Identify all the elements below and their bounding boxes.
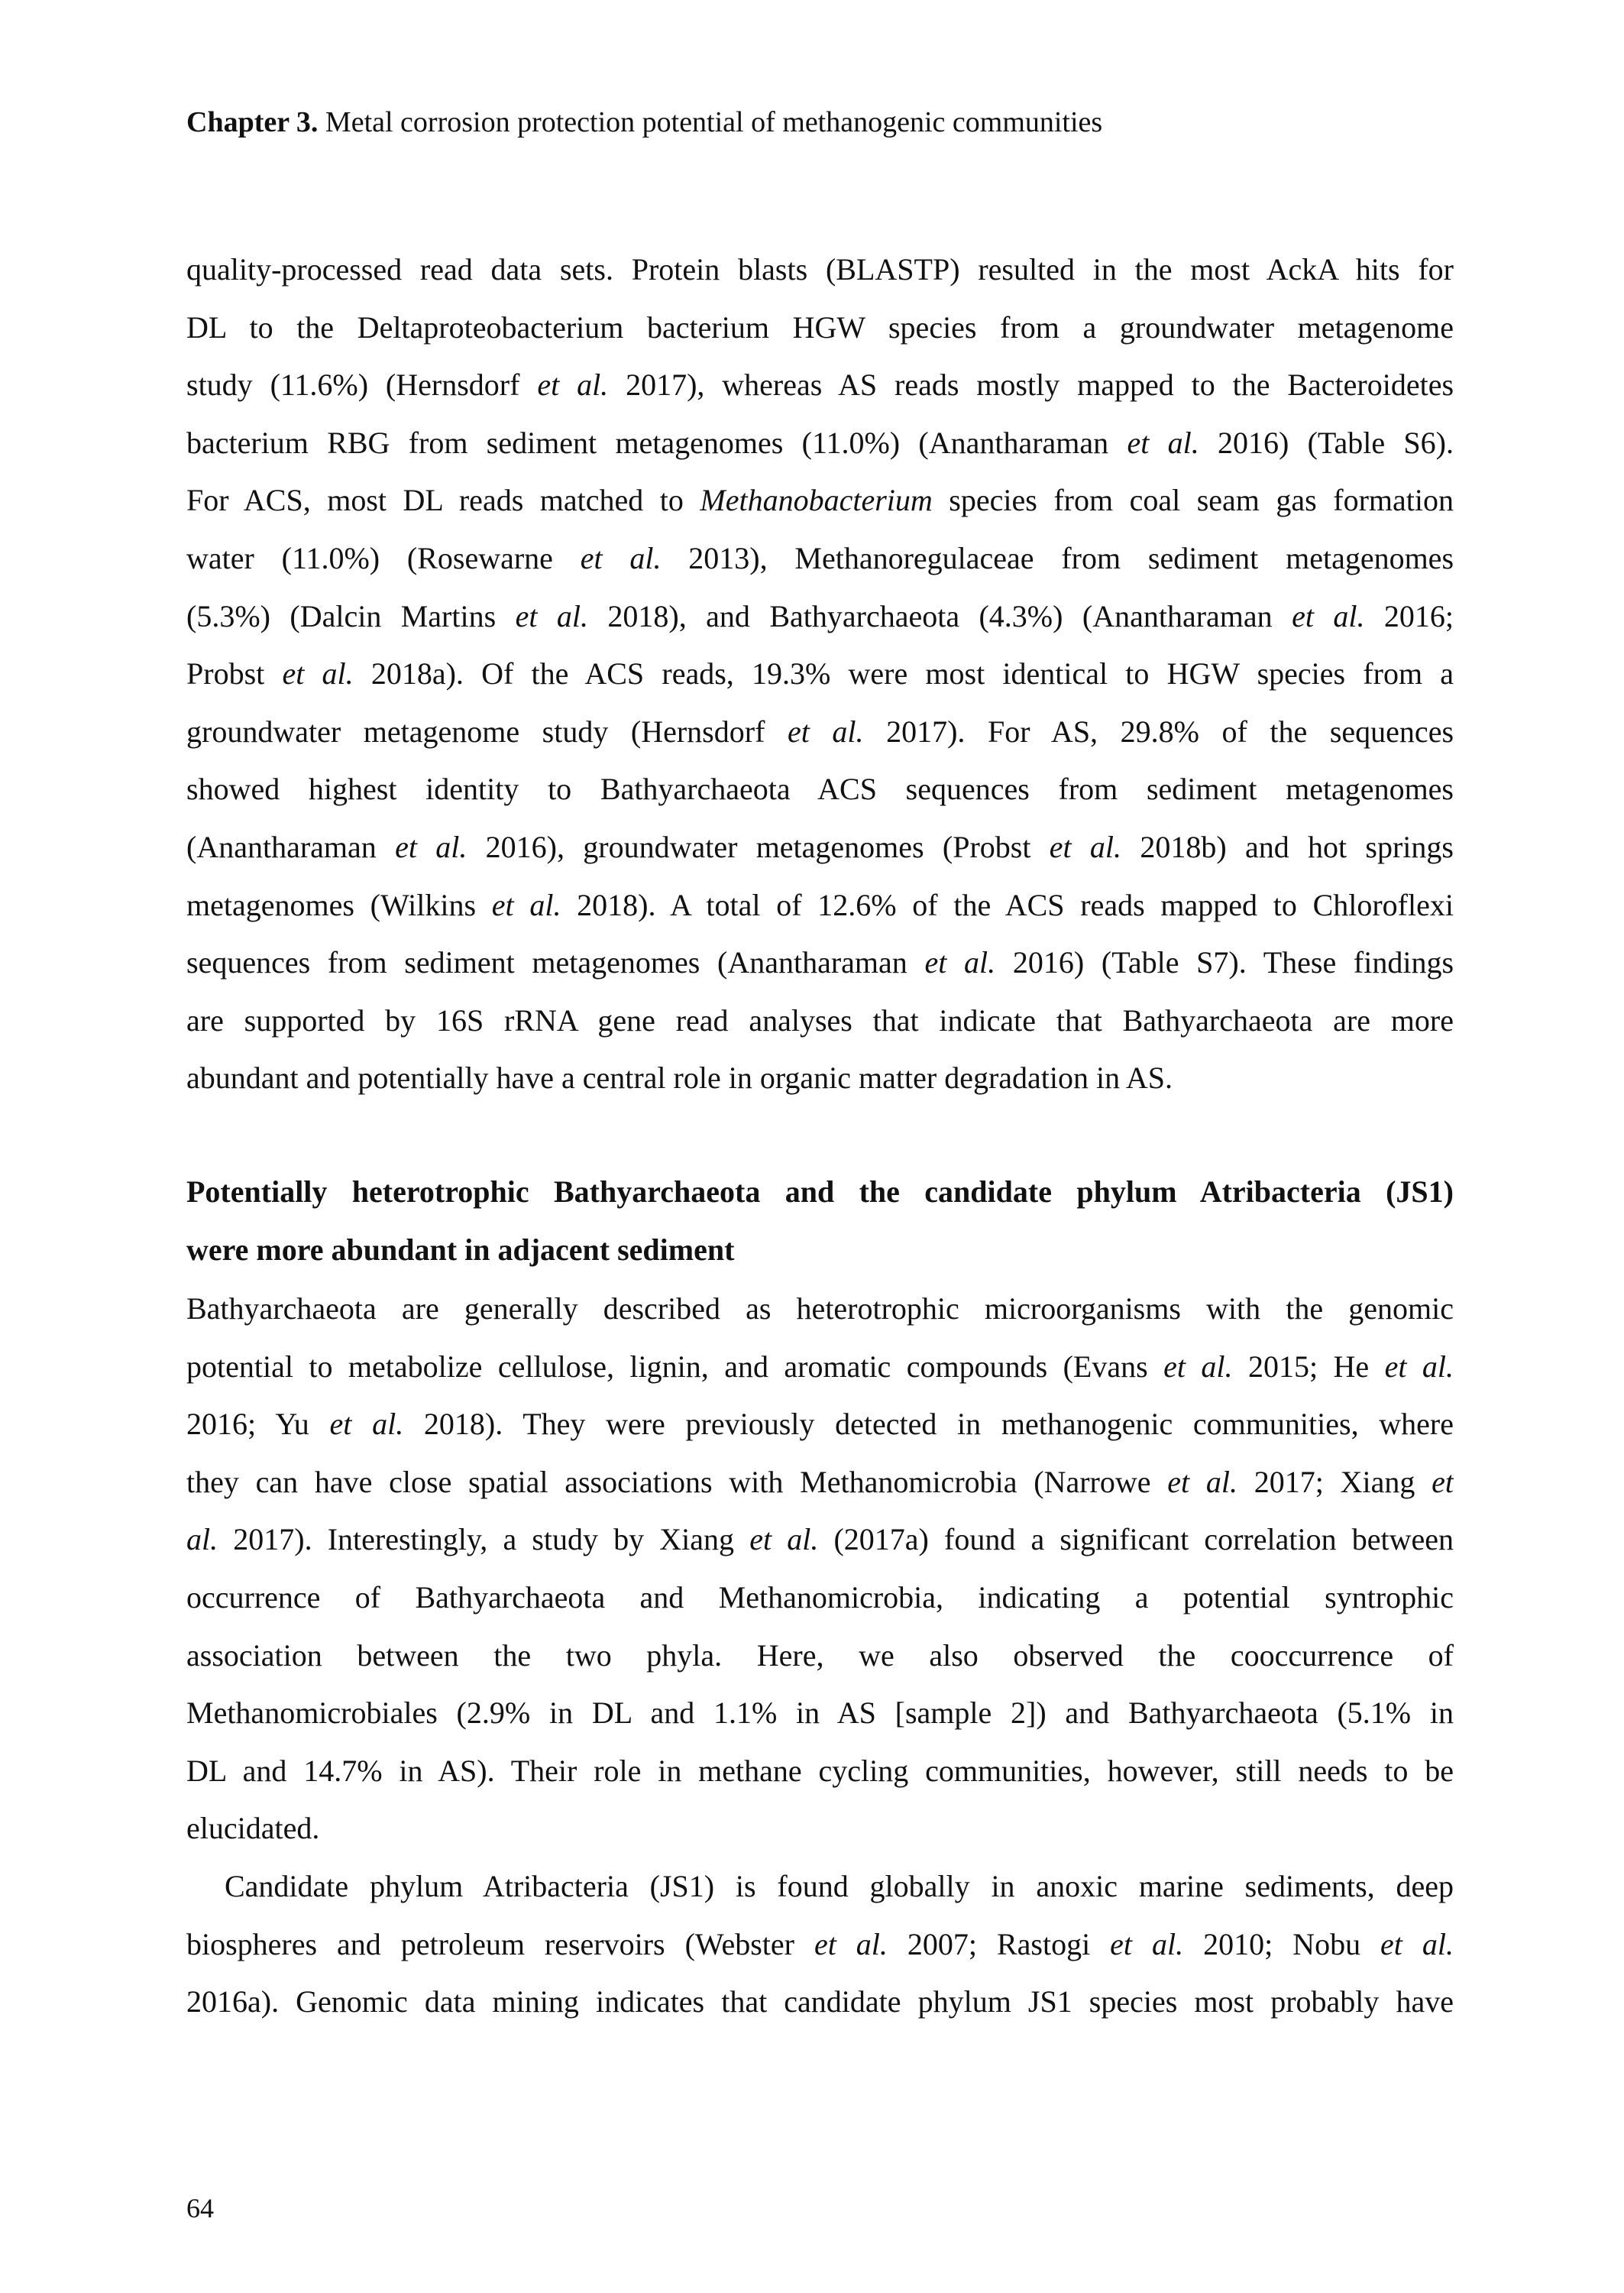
text-segment: 2016) (Table S7). These findings: [995, 945, 1454, 980]
italic-text: et al.: [537, 368, 609, 403]
text-line: [186, 1280, 1454, 1338]
text-line: [186, 1395, 1454, 1453]
text-line: [186, 1799, 1454, 1857]
text-segment: were more abundant in adjacent sediment: [186, 1232, 735, 1267]
text-line: [186, 992, 1454, 1050]
text-segment: DL to the Deltaproteobacterium bacterium HGW species from a groundwater metagenome: [186, 309, 1454, 345]
italic-text: et al.: [395, 829, 467, 864]
italic-text: al.: [186, 1522, 218, 1557]
italic-text: et al.: [1049, 829, 1122, 864]
paragraph: [186, 1280, 1454, 1857]
italic-text: et al.: [1384, 1349, 1454, 1384]
text-segment: occurrence of Bathyarchaeota and Methanomicrobia, indicating a potential syntrophic: [186, 1579, 1454, 1614]
text-segment: DL and 14.7% in AS). Their role in methane cycling communities, however, still needs to be: [186, 1753, 1454, 1788]
text-segment: Candidate phylum Atribacteria (JS1) is found globally in anoxic marine sediments, deep: [225, 1869, 1454, 1903]
text-line: [186, 818, 1454, 876]
text-segment: elucidated.: [186, 1811, 320, 1846]
text-line: [186, 1338, 1454, 1396]
text-line: [186, 1627, 1454, 1685]
text-segment: quality-processed read data sets. Protein blasts (BLASTP) resulted in the most AckA hits for: [186, 252, 1454, 287]
text-segment: bacterium RBG from sediment metagenomes (11.0%) (Anantharaman: [186, 425, 1127, 460]
paragraph: [186, 241, 1454, 1107]
text-line: [186, 356, 1454, 414]
text-segment: Methanomicrobiales (2.9% in DL and 1.1% in AS [sample 2]) and Bathyarchaeota (5.1% in: [186, 1695, 1454, 1731]
italic-text: et al.: [1127, 425, 1199, 460]
text-segment: they can have close spatial associations with Methanomicrobia (Narrowe: [186, 1464, 1168, 1499]
text-line: [186, 703, 1454, 761]
text-segment: For ACS, most DL reads matched to: [186, 483, 700, 518]
text-segment: Potentially heterotrophic Bathyarchaeota and the candidate phylum Atribacteria (JS1): [186, 1174, 1454, 1209]
text-segment: 2016a). Genomic data mining indicates that candidate phylum JS1 species most probably have: [186, 1984, 1454, 2019]
italic-text: et al.: [282, 656, 354, 691]
section-heading: [186, 1163, 1454, 1278]
text-segment: study (11.6%) (Hernsdorf: [186, 368, 538, 403]
text-line: [186, 645, 1454, 703]
text-segment: 2017). For AS, 29.8% of the sequences: [863, 714, 1454, 749]
text-segment: (2017a) found a significant correlation between: [818, 1522, 1454, 1557]
italic-text: et al.: [1110, 1926, 1184, 1961]
text-line: [186, 471, 1454, 530]
text-segment: association between the two phyla. Here, we also observed the cooccurrence of: [186, 1637, 1454, 1673]
text-line: [186, 414, 1454, 472]
text-segment: 2007; Rastogi: [887, 1926, 1111, 1961]
text-segment: 2018). They were previously detected in methanogenic communities, where: [403, 1407, 1454, 1442]
text-segment: are supported by 16S rRNA gene read analyses that indicate that Bathyarchaeota are more: [186, 1002, 1454, 1038]
text-line: [186, 1221, 1454, 1279]
text-line: [186, 530, 1454, 588]
text-segment: potential to metabolize cellulose, lignin, and aromatic compounds (Evans: [186, 1349, 1164, 1384]
italic-text: et al.: [1163, 1349, 1233, 1384]
italic-text: et al.: [329, 1407, 404, 1442]
italic-text: et al.: [749, 1522, 819, 1557]
text-line: [186, 1916, 1454, 1974]
italic-text: Methanobacterium: [700, 483, 933, 518]
text-segment: 2016) (Table S6).: [1199, 425, 1454, 460]
italic-text: et: [1432, 1464, 1454, 1499]
text-line: [186, 1684, 1454, 1742]
text-segment: 2013), Methanoregulaceae from sediment metagenomes: [661, 540, 1454, 575]
text-line: [186, 876, 1454, 934]
italic-text: et al.: [787, 714, 864, 749]
page-number: 64: [186, 2193, 214, 2223]
text-segment: 2015; He: [1232, 1349, 1385, 1384]
text-segment: groundwater metagenome study (Hernsdorf: [186, 714, 788, 749]
chapter-label: Chapter 3.: [186, 106, 319, 138]
italic-text: et al.: [1167, 1464, 1237, 1499]
text-segment: 2016;: [1364, 598, 1454, 633]
text-segment: (5.3%) (Dalcin Martins: [186, 598, 516, 633]
text-segment: 2018), and Bathyarchaeota (4.3%) (Anantharaman: [588, 598, 1292, 633]
paragraph: [186, 1857, 1454, 2031]
text-segment: showed highest identity to Bathyarchaeota ACS sequences from sediment metagenomes: [186, 772, 1454, 807]
text-segment: 2017; Xiang: [1237, 1464, 1432, 1499]
text-segment: 2017), whereas AS reads mostly mapped to the Bacteroidetes: [608, 368, 1454, 403]
text-segment: abundant and potentially have a central role in organic matter degradation in AS.: [186, 1061, 1173, 1096]
text-segment: 2018). A total of 12.6% of the ACS reads mapped to Chloroflexi: [561, 887, 1454, 922]
text-segment: Bathyarchaeota are generally described as heterotrophic microorganisms with the genomic: [186, 1291, 1454, 1326]
text-segment: 2010; Nobu: [1183, 1926, 1381, 1961]
running-header: [186, 101, 1102, 144]
text-line: [186, 1742, 1454, 1800]
text-line: [186, 1511, 1454, 1569]
text-line: [186, 241, 1454, 299]
italic-text: et al.: [491, 887, 561, 922]
text-line: [186, 588, 1454, 646]
italic-text: et al.: [1380, 1926, 1454, 1961]
text-segment: 2018a). Of the ACS reads, 19.3% were most identical to HGW species from a: [353, 656, 1454, 691]
chapter-title: Metal corrosion protection potential of methanogenic communities: [325, 106, 1103, 138]
italic-text: et al.: [924, 945, 996, 980]
text-line: [186, 934, 1454, 992]
text-segment: (Anantharaman: [186, 829, 396, 864]
text-segment: species from coal seam gas formation: [932, 483, 1454, 518]
text-segment: sequences from sediment metagenomes (Anantharaman: [186, 945, 925, 980]
text-line: [186, 1569, 1454, 1627]
italic-text: et al.: [814, 1926, 888, 1961]
text-line: [186, 1049, 1454, 1107]
text-line: [186, 1453, 1454, 1511]
text-segment: metagenomes (Wilkins: [186, 887, 492, 922]
text-segment: 2016), groundwater metagenomes (Probst: [467, 829, 1050, 864]
italic-text: et al.: [515, 598, 588, 633]
text-line: [186, 1857, 1454, 1916]
text-line: [186, 760, 1454, 818]
text-segment: 2017). Interestingly, a study by Xiang: [218, 1522, 750, 1557]
text-segment: 2018b) and hot springs: [1121, 829, 1454, 864]
italic-text: et al.: [1292, 598, 1365, 633]
text-segment: Probst: [186, 656, 283, 691]
text-segment: water (11.0%) (Rosewarne: [186, 540, 581, 575]
text-line: [186, 1163, 1454, 1221]
text-line: [186, 1973, 1454, 2031]
text-segment: 2016; Yu: [186, 1407, 330, 1442]
text-segment: biospheres and petroleum reservoirs (Webster: [186, 1926, 814, 1961]
text-line: [186, 299, 1454, 357]
italic-text: et al.: [580, 540, 662, 575]
